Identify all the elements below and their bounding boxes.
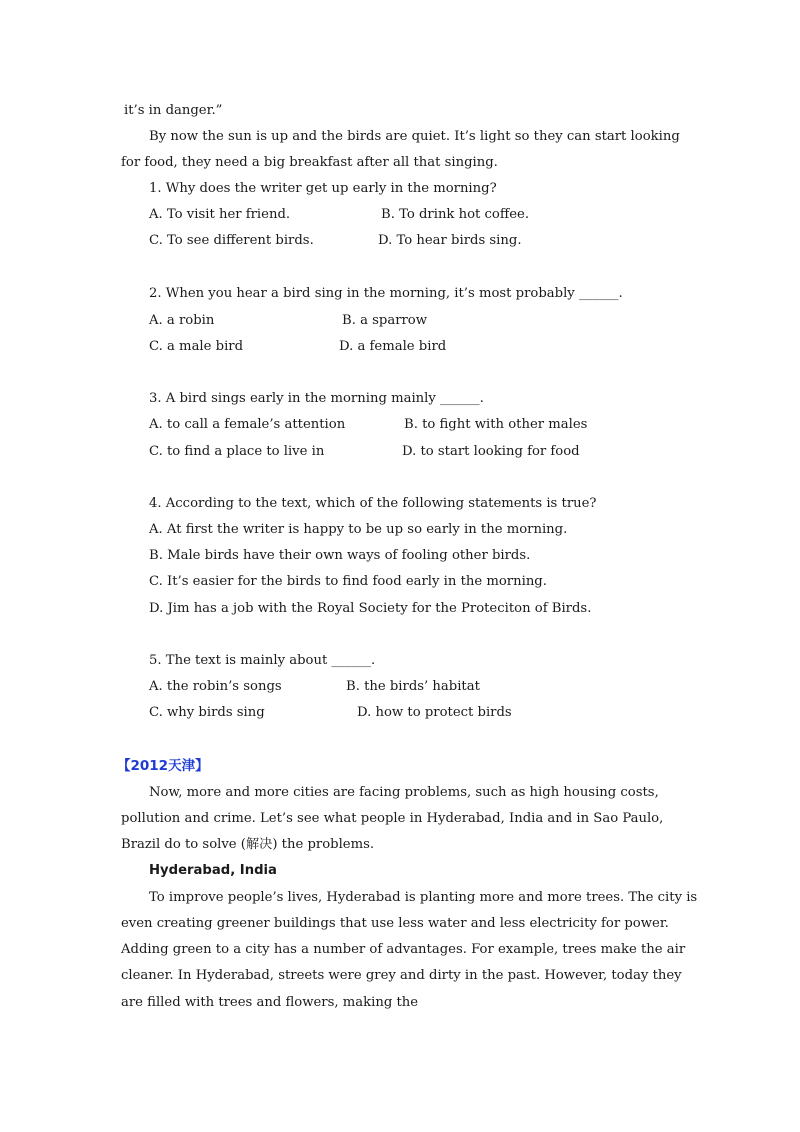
question-option: A. to call a female’s attention [149,417,346,432]
question-option: C. to find a place to live in [149,444,325,459]
question-option: D. how to protect birds [357,705,512,720]
passage-line: are filled with trees and flowers, making the [121,995,419,1010]
passage-line: Brazil do to solve (解决) the problems. [121,837,375,852]
question-option: B. Male birds have their own ways of fooling other birds. [149,548,531,563]
passage-line: Adding green to a city has a number of advantages. For example, trees make the air [121,942,686,957]
question-option: A. At first the writer is happy to be up so early in the morning. [149,522,568,537]
passage-line: pollution and crime. Let’s see what people in Hyderabad, India and in Sao Paulo, [121,811,664,826]
question-option: C. why birds sing [149,705,265,720]
question-stem: 2. When you hear a bird sing in the morning, it’s most probably ______. [149,286,623,301]
question-option: D. to start looking for food [402,444,580,459]
question-option: B. a sparrow [342,313,428,328]
passage-line: Now, more and more cities are facing problems, such as high housing costs, [149,785,659,800]
passage-line: To improve people’s lives, Hyderabad is planting more and more trees. The city is [149,890,698,905]
question-option: B. the birds’ habitat [346,679,480,694]
question-option: A. To visit her friend. [149,207,291,222]
question-stem: 5. The text is mainly about ______. [149,653,376,668]
passage-line: cleaner. In Hyderabad, streets were grey and dirty in the past. However, today they [121,968,682,983]
section-header: 【2012天津】 [117,758,209,774]
question-option: C. To see different birds. [149,233,314,248]
question-option: C. a male bird [149,339,244,354]
passage-line: it’s in danger.” [124,103,223,118]
question-option: D. To hear birds sing. [378,233,522,248]
question-option: C. It’s easier for the birds to find food early in the morning. [149,574,547,589]
question-stem: 1. Why does the writer get up early in the morning? [149,181,497,196]
passage-line: even creating greener buildings that use less water and less electricity for power. [121,916,669,931]
question-option: D. a female bird [339,339,447,354]
subheading: Hyderabad, India [149,863,277,878]
passage-line: for food, they need a big breakfast after all that singing. [121,155,498,170]
passage-line: By now the sun is up and the birds are quiet. It’s light so they can start looking [149,129,680,144]
question-option: A. a robin [149,313,215,328]
question-stem: 3. A bird sings early in the morning mainly ______. [149,391,484,406]
question-stem: 4. According to the text, which of the following statements is true? [149,496,597,511]
question-option: A. the robin’s songs [149,679,282,694]
question-option: B. to fight with other males [404,417,588,432]
question-option: D. Jim has a job with the Royal Society for the Proteciton of Birds. [149,601,592,616]
question-option: B. To drink hot coffee. [381,207,530,222]
